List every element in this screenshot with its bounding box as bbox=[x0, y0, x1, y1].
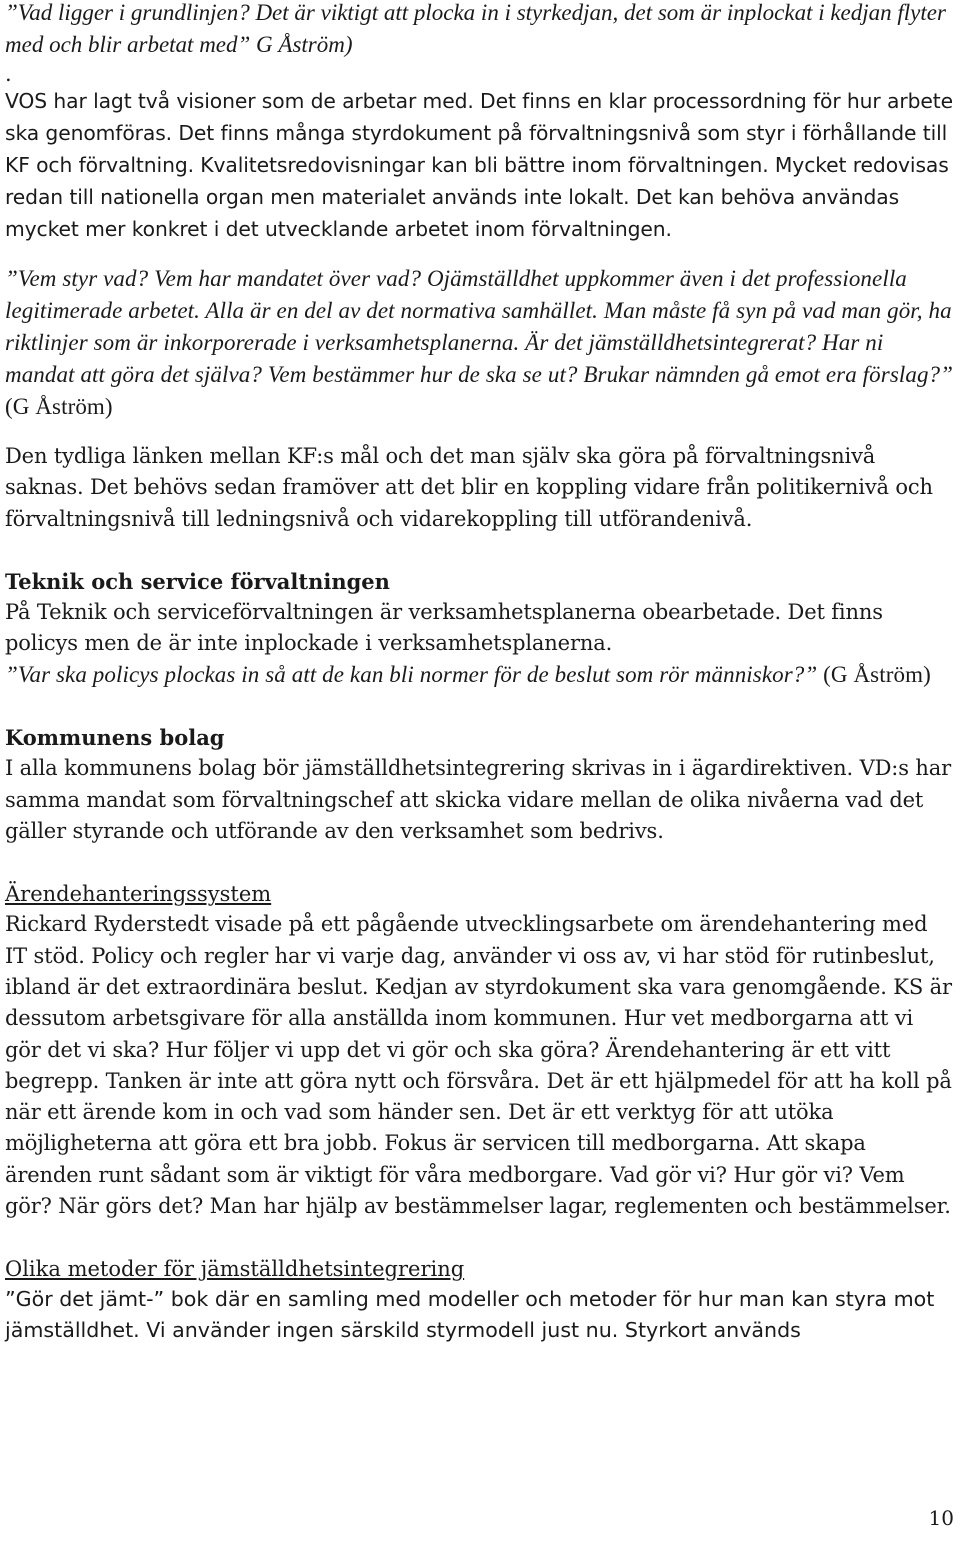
spacer bbox=[5, 1222, 955, 1254]
section-heading-arende: Ärendehanteringssystem bbox=[5, 882, 272, 907]
link-paragraph: Den tydliga länken mellan KF:s mål och det man själv ska göra på förvaltningsnivå saknas. Det behövs sedan framöver att det blir en koppling vidare från politikernivå och förvaltningsnivå till ledningsnivå och vidarekoppling till utförandenivå. bbox=[5, 444, 933, 531]
mandate-quote-close: ” bbox=[940, 362, 954, 387]
spacer bbox=[5, 423, 955, 441]
vos-paragraph: VOS har lagt två visioner som de arbetar med. Det finns en klar processordning för hur arbete ska genomföras. Det finns många styrdokument på förvaltningsnivå som styr i förhållande till KF och förvaltning. Kvalitetsredovisningar kan bli bättre inom förvaltningen. Mycket redovisas redan till nationella organ men materialet används inte lokalt. Det kan behöva användas mycket mer konkret i det utvecklande arbetet inom förvaltningen. bbox=[5, 89, 953, 241]
teknik-quote-attribution: (G Åström) bbox=[823, 662, 931, 688]
section-heading-metoder: Olika metoder för jämställdhetsintegrering bbox=[5, 1257, 465, 1282]
mandate-attribution: (G Åström) bbox=[5, 394, 113, 419]
teknik-quote-text: ”Var ska policys plockas in så att de kan bli normer för de beslut som rör människor?” bbox=[5, 662, 818, 688]
section-quote-teknik bbox=[5, 659, 955, 691]
section-body-teknik: På Teknik och serviceförvaltningen är verksamhetsplanerna obearbetade. Det finns policys men de är inte inplockade i verksamhetsplanerna. bbox=[5, 599, 883, 656]
dot-line: . bbox=[5, 62, 12, 86]
mandate-quote-text: ”Vem styr vad? Vem har mandatet över vad? Ojämställdhet uppkommer även i det professionella legitimerade arbetet. Alla är en del av det normativa samhället. Man måste få syn på vad man gör, ha riktlinjer som är inkorporerade i verksamhetsplanerna. Är det jämställdhetsintegrerat? Har ni mandat att göra det själva? Vem bestämmer hur de ska se ut? Brukar nämnden gå emot era förslag? bbox=[5, 266, 952, 387]
section-body-bolag: I alla kommunens bolag bör jämställdhetsintegrering skrivas in i ägardirektiven. VD:s har samma mandat som förvaltningschef att skicka vidare mellan de olika nivåerna vad det gäller styrande och utförande av den verksamhet som bedrivs. bbox=[5, 756, 952, 844]
section-body-arende: Rickard Ryderstedt visade på ett pågående utvecklingsarbete om ärendehantering med IT stöd. Policy och regler har vi varje dag, använder vi oss av, vi har stöd för rutinbeslut, ibland är det extraordinära beslut. Kedjan av styrdokument ska vara genomgående. KS är dessutom arbetsgivare för alla anställda inom kommunen. Hur vet medborgarna att vi gör det vi ska? Hur följer vi upp det vi gör och ska göra? Ärendehantering är ett vitt begrepp. Tanken är inte att göra nytt och försvåra. Det är ett hjälpmedel för att ha koll på när ett ärende kom in och vad som händer sen. Det är ett verktyg för att utöka möjligheterna att göra ett bra jobb. Fokus är servicen till medborgarna. Att skapa ärenden runt sådant som är viktigt för våra medborgare. Vad gör vi? Hur gör vi? Vem gör? När görs det? Man har hjälp av bestämmelser lagar, reglementen och bestämmelser. bbox=[5, 912, 952, 1219]
mandate-quote bbox=[5, 263, 955, 423]
spacer bbox=[5, 691, 955, 723]
spacer bbox=[5, 535, 955, 567]
section-body-metoder: ”Gör det jämt-” bok där en samling med modeller och metoder för hur man kan styra mot jämställdhet. Vi använder ingen särskild styrmodell just nu. Styrkort används bbox=[5, 1287, 935, 1343]
intro-quote: ”Vad ligger i grundlinjen? Det är viktigt att plocka in i styrkedjan, det som är inplockat i kedjan flyter med och blir arbetat med” G Åström) bbox=[5, 0, 946, 57]
spacer bbox=[5, 847, 955, 879]
page-number: 10 bbox=[928, 1506, 954, 1530]
spacer bbox=[5, 245, 955, 263]
section-heading-teknik: Teknik och service förvaltningen bbox=[5, 568, 390, 594]
section-heading-bolag: Kommunens bolag bbox=[5, 725, 225, 751]
document-page bbox=[5, 0, 955, 1346]
